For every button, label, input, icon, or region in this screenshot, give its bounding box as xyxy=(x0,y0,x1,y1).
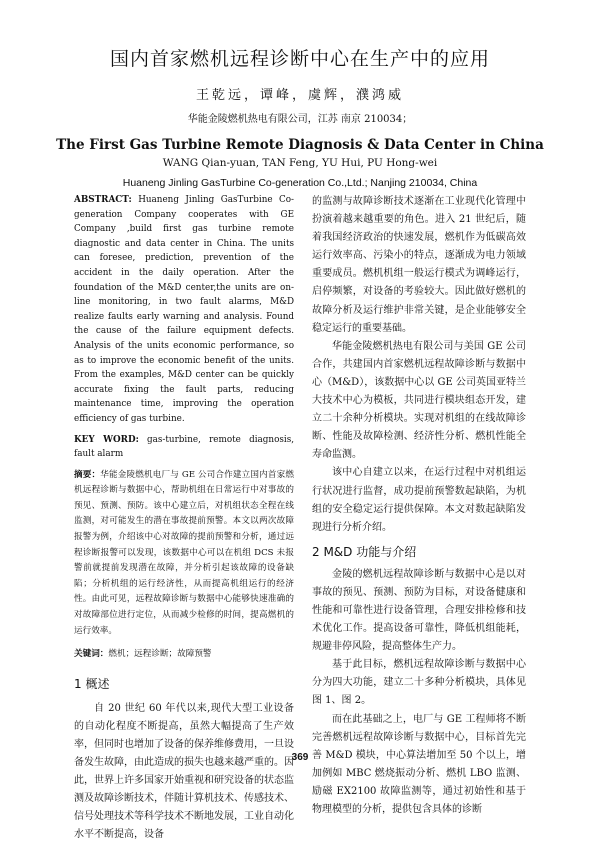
paper-title-cn: 国内首家燃机远程诊断中心在生产中的应用 xyxy=(109,48,490,70)
page-number: 369 xyxy=(291,752,309,763)
section-2-paragraph-goal: 金陵的燃机远程故障诊断与数据中心是以对事故的预见、预测、预防为目标，对设备健康和性能和可靠性进行设备管理，合理安排检修和技术优化工作。提高设备可靠性，降低机组能耗，规避非停风险，提高整体生产力。 xyxy=(312,568,526,653)
intro-paragraph-md-center: 华能金陵燃机热电有限公司与美国 GE 公司合作，共建国内首家燃机远程故障诊断与数据中心（M&D），该数据中心以 GE 公司英国亚特兰大技术中心为模板，共同进行模块组态开发，建立二十余种分析模块。实现对机组的在线故障诊断、性能及故障检测、经济性分析、燃机性能全寿命监测。 xyxy=(312,340,526,461)
keywords-en xyxy=(74,433,294,462)
section-1-paragraph: 自 20 世纪 60 年代以来,现代大型工业设备的自动化程度不断提高，虽然大幅提高了生产效率，但同时也增加了设备的保养维修费用，一旦设备发生故障，由此造成的损失也越来越严重的。因此，世界上许多国家开始重视和研究设备的状态监测及故障诊断技术，伴随计算机技术、传感技术、信号处理技术等科学技术不断地发展，工业自动化水平不断提高，设备 xyxy=(74,702,294,841)
right-column xyxy=(312,193,526,819)
keywords-en-label: KEY WORD: xyxy=(74,434,139,445)
intro-paragraph-summary: 该中心自建立以来，在运行过程中对机组运行状况进行监督，成功提前预警数起缺陷，为机组的安全稳定运行提供保障。本文对数起缺陷发现进行分析介绍。 xyxy=(312,467,526,533)
paper-authors-en: WANG Qian-yuan, TAN Feng, YU Hui, PU Hong-wei xyxy=(162,157,438,169)
abstract-en-text: Huaneng Jinling GasTurbine Co-generation Company cooperates with GE Company ,build first gas turbine remote diagnostic and data center in China. The units can foresee, prediction, prevention of the accident in the daily operation. After the foundation of the M&D center,the units are on-line monitoring, in two fault alarms, M&D realize faults early warning and analysis. Found the cause of the failure equipment defects. Analysis of the units economic performance, so as to improve the economic benefit of the units. From the examples, M&D center can be quickly accurate fixing the fault parts, reducing maintenance time, improving the operation efficiency of gas turbine. xyxy=(74,195,294,424)
keywords-cn xyxy=(74,647,294,663)
section-1-heading: 1 概述 xyxy=(74,676,110,691)
section-2-heading: 2 M&D 功能与介绍 xyxy=(312,544,417,559)
section-2-paragraph-future: 而在此基础之上，电厂与 GE 工程师将不断完善燃机远程故障诊断与数据中心，目标首先完善 M&D 模块，中心算法增加至 50 个以上，增加例如 MBC 燃烧振动分析、燃机 LBO 监测、励磁 EX2100 故障监测等，通过初始性和基于物理模型的分析，提供包含具体的诊断 xyxy=(312,713,526,815)
abstract-en xyxy=(74,193,294,427)
paper-authors-cn: 王乾远，谭峰，虞辉，濮鸿威 xyxy=(195,88,404,103)
abstract-cn-text: 华能金陵燃机电厂与 GE 公司合作建立国内首家燃机远程诊断与数据中心，帮助机组在日常运行中对事故的预见、预测、预防。该中心建立后，对机组状态全程在线监测，对可能发生的潜在事故提前预警。本文以两次故障报警为例，介绍该中心对故障的提前预警和分析，通过远程诊断报警可以发现，该数据中心可以在机组 DCS 未报警前就提前发现潜在故障，并分析引起该故障的设备缺陷；分析机组的运行经济性，从而提高机组运行的经济性。由此可见，远程故障诊断与数据中心能够快速准确的对故障部位进行定位，从而减少检修的时间，提高燃机的运行效率。 xyxy=(74,469,294,636)
paper-title-en: The First Gas Turbine Remote Diagnosis & Data Center in China xyxy=(56,137,544,153)
intro-paragraph-continued: 的监测与故障诊断技术逐渐在工业现代化管理中扮演着越来越重要的角色。进入 21 世纪后，随着我国经济政治的快速发展，燃机作为低碳高效运行效率高、污染小的特点，逐渐成为电力领域重要成员。燃机机组一般运行模式为调峰运行，启停频繁，对设备的考验较大。因此做好燃机的故障分析及运行维护非常关键，是企业能够安全稳定运行的重要基础。 xyxy=(312,196,526,334)
section-2-paragraph-functions: 基于此目标，燃机远程故障诊断与数据中心分为四大功能，建立二十多种分析模块，具体见图 1、图 2。 xyxy=(312,659,526,707)
left-column xyxy=(74,193,294,845)
abstract-en-label: ABSTRACT: xyxy=(74,195,132,205)
paper-affiliation-en: Huaneng Jinling GasTurbine Co-generation Co.,Ltd.; Nanjing 210034, China xyxy=(122,177,478,189)
keywords-en-text: gas-turbine, remote diagnosis, fault alarm xyxy=(74,434,295,460)
paper-affiliation-cn: 华能金陵燃机热电有限公司，江苏 南京 210034； xyxy=(187,114,413,125)
keywords-cn-text: 燃机；远程诊断；故障预警 xyxy=(108,649,212,660)
abstract-cn xyxy=(74,468,294,640)
abstract-cn-label: 摘要： xyxy=(74,469,101,480)
keywords-cn-label: 关键词： xyxy=(74,649,109,660)
